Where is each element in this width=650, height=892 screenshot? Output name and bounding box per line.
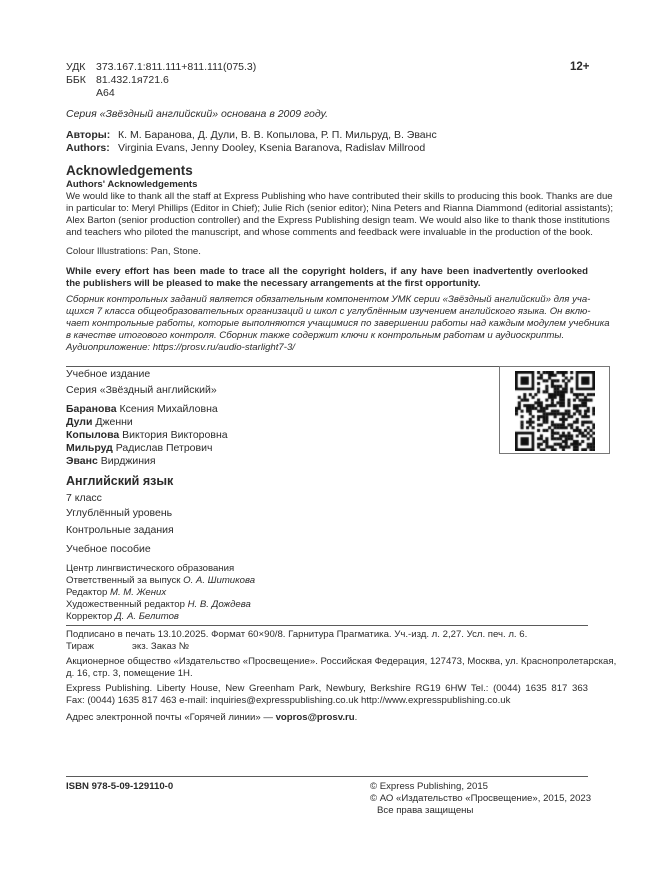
- acknowledgements-line: Alex Barton (senior production controller) and the Express Publishing design team. We would also like to thank those institutions: [66, 214, 610, 226]
- credit-name: Н. В. Дождева: [187, 599, 251, 610]
- annotation-line: чает контрольные работы, которые выполняются учащимися по завершении работы над каждым модулем учебника: [66, 317, 610, 329]
- credit-row: [66, 599, 251, 611]
- hotline-text: Адрес электронной почты «Горячей линии» —: [66, 712, 273, 723]
- acknowledgements-line: We would like to thank all the staff at Express Publishing who have contributed their skills to producing this book. Thanks are due: [66, 191, 613, 202]
- authors-en-label: Authors:: [66, 142, 110, 154]
- acknowledgements-line: and teachers who piloted the manuscript, and whose comments and feedback were invaluable in the production of the book.: [66, 226, 593, 238]
- author-names: Радислав Петрович: [115, 442, 213, 454]
- copyright-line: © Express Publishing, 2015: [370, 781, 488, 792]
- authors-ru-label: Авторы:: [66, 129, 111, 141]
- author-row: [66, 455, 156, 468]
- divider: [66, 625, 588, 626]
- credit-role: Художественный редактор: [66, 599, 185, 610]
- credit-name: О. А. Шитикова: [183, 575, 256, 586]
- publisher-line: д. 16, стр. 3, помещение 1Н.: [66, 667, 193, 679]
- qr-code-icon: [499, 366, 610, 454]
- acknowledgements-line: in particular to: Meryl Phillips (Editor in Chief); Julie Rich (senior editor); Nina Peters and Rianna Diammond (editorial assistants);: [66, 202, 614, 214]
- series-note: Серия «Звёздный английский» основана в 2009 году.: [66, 108, 329, 120]
- credit-row: [66, 611, 179, 623]
- udk-label: УДК: [66, 61, 86, 73]
- book-part: Контрольные задания: [66, 524, 174, 536]
- authors-ru: [66, 129, 437, 142]
- acknowledgements-subtitle: Authors' Acknowledgements: [66, 179, 198, 190]
- annotation-line: щихся 7 класса общеобразовательных организаций и школ с углублённым изучением английского языка. Он вклю-: [66, 305, 591, 317]
- level: Углублённый уровень: [66, 507, 173, 519]
- author-row: [66, 442, 212, 455]
- author-row: [66, 429, 228, 442]
- author-names: Дженни: [95, 416, 133, 428]
- center-name: Центр лингвистического образования: [66, 563, 235, 574]
- authors-ru-value: К. М. Баранова, Д. Дули, В. В. Копылова, Р. П. Мильруд, В. Эванс: [118, 129, 437, 141]
- author-code: А64: [96, 87, 115, 99]
- publisher-express: [66, 683, 588, 707]
- publisher-prosv: [66, 656, 617, 680]
- author-row: [66, 403, 218, 416]
- rights-reserved: Все права защищены: [377, 805, 474, 816]
- publisher-line: Fax: (0044) 1635 817 463 e-mail: inquiries@expresspublishing.co.uk http://www.expresspublishing.co.uk: [66, 694, 511, 706]
- bbk-label: ББК: [66, 74, 86, 86]
- authors-en-value: Virginia Evans, Jenny Dooley, Ksenia Baranova, Radislav Millrood: [118, 142, 426, 154]
- credit-name: Д. А. Белитов: [114, 611, 179, 622]
- age-rating-badge: 12+: [570, 61, 590, 73]
- disclaimer-line: the publishers will be pleased to make the necessary arrangements at the first opportunity.: [66, 277, 481, 289]
- credit-role: Редактор: [66, 587, 108, 598]
- print-signed: Подписано в печать 13.10.2025. Формат 60×90/8. Гарнитура Прагматика. Уч.-изд. л. 2,27. Усл. печ. л. 6.: [66, 629, 528, 640]
- author-names: Вирджиния: [100, 455, 156, 467]
- bbk-line: [66, 74, 169, 87]
- author-surname: Дули: [66, 416, 93, 428]
- credit-row: [66, 575, 255, 587]
- authors-en: [66, 142, 425, 155]
- udk-value: 373.167.1:811.111+811.111(075.3): [96, 61, 257, 73]
- hotline-email[interactable]: vopros@prosv.ru: [275, 712, 355, 723]
- annotation-text: [66, 294, 610, 354]
- book-title: Английский язык: [66, 474, 174, 488]
- publisher-line: Express Publishing. Liberty House, New Greenham Park, Newbury, Berkshire RG19 6HW Tel.: (0044) 1635 817 363: [66, 683, 588, 694]
- print-run-value: экз. Заказ №: [132, 641, 190, 652]
- series-line: Серия «Звёздный английский»: [66, 384, 217, 396]
- credit-name: М. М. Жених: [109, 587, 167, 598]
- audio-link: Аудиоприложение: https://prosv.ru/audio-starlight7-3/: [66, 341, 295, 353]
- author-surname: Мильруд: [66, 442, 113, 454]
- book-kind: Учебное пособие: [66, 543, 151, 555]
- publisher-line: Акционерное общество «Издательство «Просвещение». Российская Федерация, 127473, Москва, ул. Краснопролетарская,: [66, 656, 617, 667]
- edition-type: Учебное издание: [66, 368, 151, 380]
- hotline-line: [66, 712, 357, 724]
- author-surname: Эванс: [66, 455, 98, 467]
- disclaimer-line: While every effort has been made to trace all the copyright holders, if any have been inadvertently overlooked: [66, 266, 588, 277]
- annotation-line: Сборник контрольных заданий является обязательным компонентом УМК серии «Звёздный английский» для уча-: [66, 294, 591, 305]
- annotation-line: в качестве итогового контроля. Сборник также содержит ключи к контрольным работам и аудиоскрипты.: [66, 329, 565, 341]
- hotline-end: .: [354, 712, 358, 723]
- illustrations-credit: Colour Illustrations: Pan, Stone.: [66, 246, 201, 257]
- acknowledgements-title: Acknowledgements: [66, 163, 193, 178]
- print-run: [66, 641, 189, 653]
- credit-role: Ответственный за выпуск: [66, 575, 181, 586]
- qr-code-pattern: [515, 371, 595, 451]
- copyright-line: © АО «Издательство «Просвещение», 2015, 2023: [370, 793, 592, 804]
- acknowledgements-text: [66, 191, 614, 239]
- copyright-disclaimer: [66, 266, 588, 290]
- footer-divider: [66, 776, 588, 777]
- print-run-label: Тираж: [66, 641, 94, 652]
- grade: 7 класс: [66, 492, 102, 504]
- udk-line: [66, 61, 256, 74]
- isbn: ISBN 978-5-09-129110-0: [66, 781, 174, 792]
- credit-row: [66, 587, 166, 599]
- bbk-value: 81.432.1я721.6: [96, 74, 169, 86]
- credit-role: Корректор: [66, 611, 113, 622]
- author-surname: Баранова: [66, 403, 117, 415]
- author-surname: Копылова: [66, 429, 120, 441]
- author-names: Ксения Михайловна: [119, 403, 218, 415]
- author-row: [66, 416, 133, 429]
- author-names: Виктория Викторовна: [122, 429, 228, 441]
